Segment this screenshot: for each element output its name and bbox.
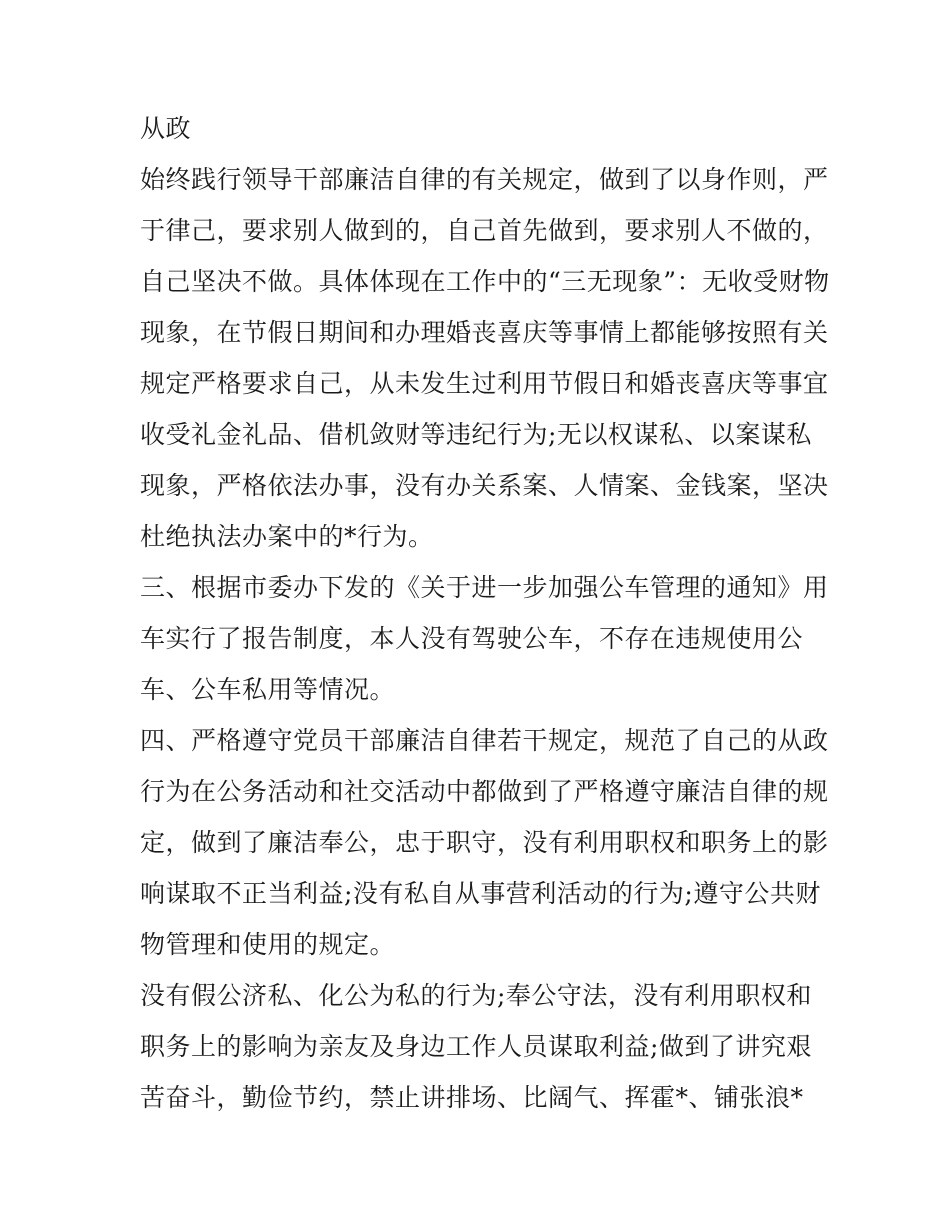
text-line: 三、根据市委办下发的《关于进一步加强公车管理的通知》用	[140, 573, 829, 602]
text-line: 规定严格要求自己，从未发生过利用节假日和婚丧喜庆等事宜	[140, 369, 829, 398]
text-line: 定，做到了廉洁奉公，忠于职守，没有利用职权和职务上的影	[140, 828, 829, 857]
text-line: 自己坚决不做。具体体现在工作中的“三无现象”：无收受财物	[140, 267, 830, 296]
text-line: 职务上的影响为亲友及身边工作人员谋取利益;做到了讲究艰	[140, 1032, 812, 1061]
text-line: 现象，严格依法办事，没有办关系案、人情案、金钱案，坚决	[140, 471, 829, 500]
text-line: 始终践行领导干部廉洁自律的有关规定，做到了以身作则，严	[140, 165, 829, 194]
text-line: 现象，在节假日期间和办理婚丧喜庆等事情上都能够按照有关	[140, 318, 829, 347]
text-line: 从政	[140, 114, 192, 143]
text-line: 物管理和使用的规定。	[140, 930, 396, 959]
text-line: 四、严格遵守党员干部廉洁自律若干规定，规范了自己的从政	[140, 726, 829, 755]
text-line: 行为在公务活动和社交活动中都做到了严格遵守廉洁自律的规	[140, 777, 829, 806]
document-body	[140, 108, 830, 1128]
text-line: 苦奋斗，勤俭节约，禁止讲排场、比阔气、挥霍*、铺张浪*	[140, 1083, 804, 1112]
text-line: 没有假公济私、化公为私的行为;奉公守法，没有利用职权和	[140, 981, 812, 1010]
text-line: 响谋取不正当利益;没有私自从事营利活动的行为;遵守公共财	[140, 879, 821, 908]
text-line: 杜绝执法办案中的*行为。	[140, 522, 434, 551]
text-line: 车实行了报告制度，本人没有驾驶公车，不存在违规使用公	[140, 624, 804, 653]
text-line: 于律己，要求别人做到的，自己首先做到，要求别人不做的，	[140, 216, 829, 245]
text-line: 收受礼金礼品、借机敛财等违纪行为;无以权谋私、以案谋私	[140, 420, 812, 449]
text-line: 车、公车私用等情况。	[140, 675, 396, 704]
